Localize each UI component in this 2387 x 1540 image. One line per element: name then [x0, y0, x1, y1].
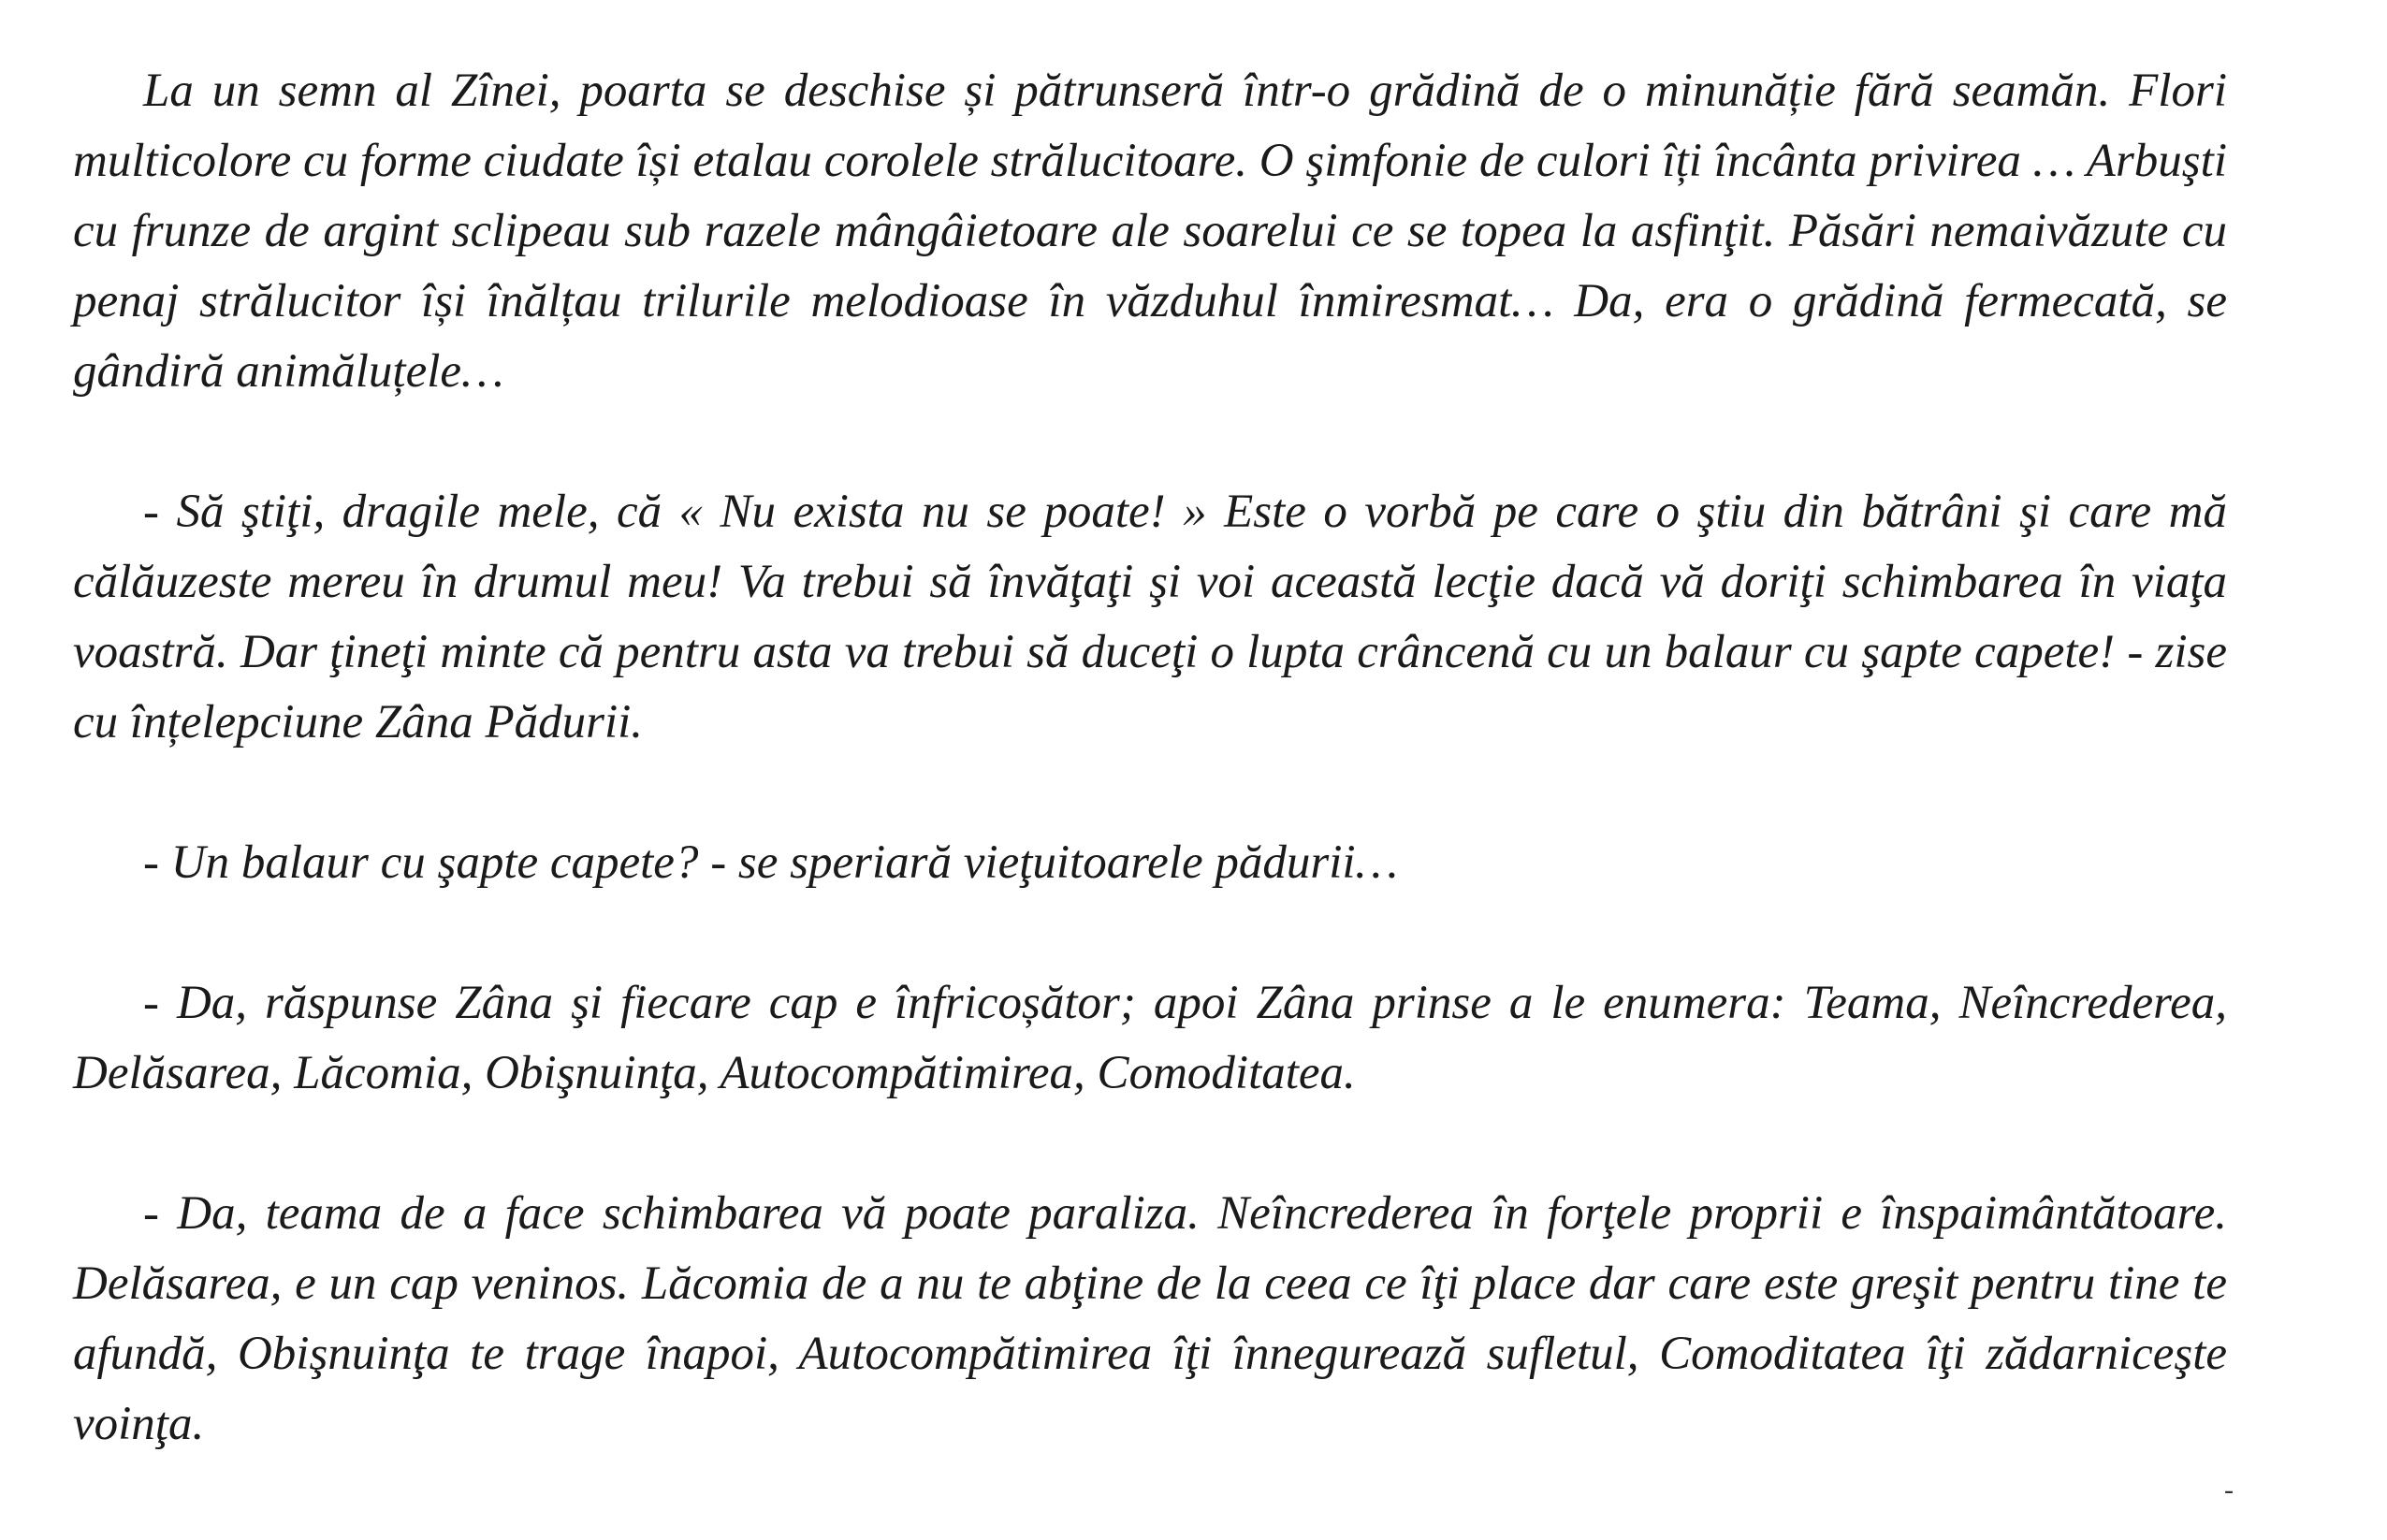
paragraph-garden: La un semn al Zînei, poarta se deschise și pătrunseră într-o grădină de o minunăție fără seamăn. Flori multicolore cu forme ciudate își etalau corolele strălucitoare. O şimfonie de culori îți încânta privirea … Arbuşti cu frunze de argint sclipeau sub razele mângâietoare ale soarelui ce se topea la asfinţit. Păsări nemaivăzute cu penaj strălucitor își înălțau trilurile melodioase în văzduhul înmiresmat… Da, era o grădină fermecată, se gândiră animăluțele…: [73, 65, 2227, 398]
page-mark: -: [2224, 1475, 2234, 1505]
paragraph-heads-list: - Da, răspunse Zâna şi fiecare cap e înfricoșător; apoi Zâna prinse a le enumera: Teama, Neîncrederea, Delăsarea, Lăcomia, Obişnuinţa, Autocompătimirea, Comoditatea.: [73, 977, 2227, 1099]
paragraph-heads-explained: - Da, teama de a face schimbarea vă poate paraliza. Neîncrederea în forţele proprii e înspaimântătoare. Delăsarea, e un cap veninos. Lăcomia de a nu te abţine de la ceea ce îţi place dar care este greşit pentru tine te afundă, Obişnuinţa te trage înapoi, Autocompătimirea îţi înnegurează sufletul, Comoditatea îţi zădarniceşte voinţa.: [73, 1187, 2227, 1450]
paragraph-fairy-speech: - Să ştiţi, dragile mele, că « Nu exista nu se poate! » Este o vorbă pe care o ştiu din bătrâni şi care mă călăuzeste mereu în drumul meu! Va trebui să învăţaţi şi voi această lecţie dacă vă doriţi schimbarea în viaţa voastră. Dar ţineţi minte că pentru asta va trebui să duceţi o lupta crâncenă cu un balaur cu şapte capete! - zise cu înțelepciune Zâna Pădurii.: [73, 486, 2227, 748]
page-body: [73, 56, 2227, 1460]
paragraph-dragon-question: - Un balaur cu şapte capete? - se speriară vieţuitoarele pădurii…: [143, 836, 1398, 889]
